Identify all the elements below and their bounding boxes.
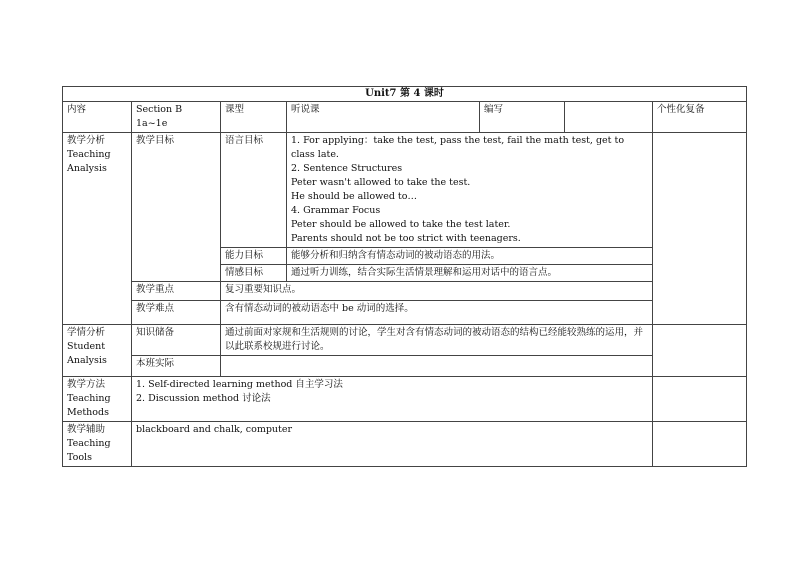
section-name: Section B bbox=[136, 104, 183, 115]
class-value bbox=[221, 356, 653, 377]
review-column-tools bbox=[653, 422, 747, 467]
student-analysis-label bbox=[63, 325, 132, 377]
tools-en-2: Tools bbox=[67, 452, 92, 463]
methods-value bbox=[132, 377, 653, 422]
language-line: Peter should be allowed to take the test later. bbox=[291, 219, 511, 230]
section-cell bbox=[132, 102, 221, 133]
type-label: 课型 bbox=[221, 102, 287, 133]
language-line: Parents should not be too strict with teenagers. bbox=[291, 233, 521, 244]
teaching-analysis-en-1: Teaching bbox=[67, 149, 111, 160]
language-line: 1. For applying：take the test, pass the test, fail the math test, get to bbox=[291, 135, 625, 146]
review-column-student bbox=[653, 325, 747, 377]
lesson-title: Unit7 第 4 课时 bbox=[63, 87, 747, 102]
ability-value: 能够分析和归纳含有情态动词的被动语态的用法。 bbox=[287, 248, 653, 265]
language-line: He should be allowed to… bbox=[291, 191, 417, 202]
language-line: 4. Grammar Focus bbox=[291, 205, 381, 216]
content-label: 内容 bbox=[63, 102, 132, 133]
emotion-value: 通过听力训练，结合实际生活情景理解和运用对话中的语言点。 bbox=[287, 265, 653, 282]
methods-en-2: Methods bbox=[67, 407, 109, 418]
knowledge-value: 通过前面对家规和生活规则的讨论，学生对含有情态动词的被动语态的结构已经能较熟练的运用，并以此联系校规进行讨论。 bbox=[221, 325, 653, 356]
difficulty-value: 含有情态动词的被动语态中 be 动词的选择。 bbox=[221, 301, 653, 325]
emotion-label: 情感目标 bbox=[221, 265, 287, 282]
student-analysis-en-2: Analysis bbox=[67, 355, 107, 366]
methods-en-1: Teaching bbox=[67, 393, 111, 404]
tools-value: blackboard and chalk, computer bbox=[132, 422, 653, 467]
review-column-teaching bbox=[653, 133, 747, 325]
lesson-plan-table bbox=[62, 86, 747, 467]
knowledge-label: 知识储备 bbox=[132, 325, 221, 356]
author-value bbox=[565, 102, 653, 133]
key-point-value: 复习重要知识点。 bbox=[221, 282, 653, 301]
language-label: 语言目标 bbox=[221, 133, 287, 248]
method-line: 2. Discussion method 讨论法 bbox=[136, 393, 271, 404]
language-line: class late. bbox=[291, 149, 339, 160]
objectives-label: 教学目标 bbox=[132, 133, 221, 282]
language-line: 2. Sentence Structures bbox=[291, 163, 403, 174]
methods-cn: 教学方法 bbox=[67, 379, 106, 390]
difficulty-label: 教学难点 bbox=[132, 301, 221, 325]
method-line: 1. Self-directed learning method 自主学习法 bbox=[136, 379, 343, 390]
teaching-analysis-label bbox=[63, 133, 132, 325]
author-label: 编写 bbox=[480, 102, 565, 133]
type-value: 听说课 bbox=[287, 102, 480, 133]
tools-label bbox=[63, 422, 132, 467]
review-column-methods bbox=[653, 377, 747, 422]
language-line: Peter wasn't allowed to take the test. bbox=[291, 177, 471, 188]
tools-en-1: Teaching bbox=[67, 438, 111, 449]
section-range: 1a~1e bbox=[136, 118, 168, 129]
key-point-label: 教学重点 bbox=[132, 282, 221, 301]
methods-label bbox=[63, 377, 132, 422]
teaching-analysis-cn: 教学分析 bbox=[67, 135, 106, 146]
language-objectives bbox=[287, 133, 653, 248]
ability-label: 能力目标 bbox=[221, 248, 287, 265]
tools-cn: 教学辅助 bbox=[67, 424, 106, 435]
student-analysis-cn: 学情分析 bbox=[67, 327, 106, 338]
teaching-analysis-en-2: Analysis bbox=[67, 163, 107, 174]
student-analysis-en-1: Student bbox=[67, 341, 106, 352]
class-label: 本班实际 bbox=[132, 356, 221, 377]
review-label: 个性化复备 bbox=[653, 102, 747, 133]
